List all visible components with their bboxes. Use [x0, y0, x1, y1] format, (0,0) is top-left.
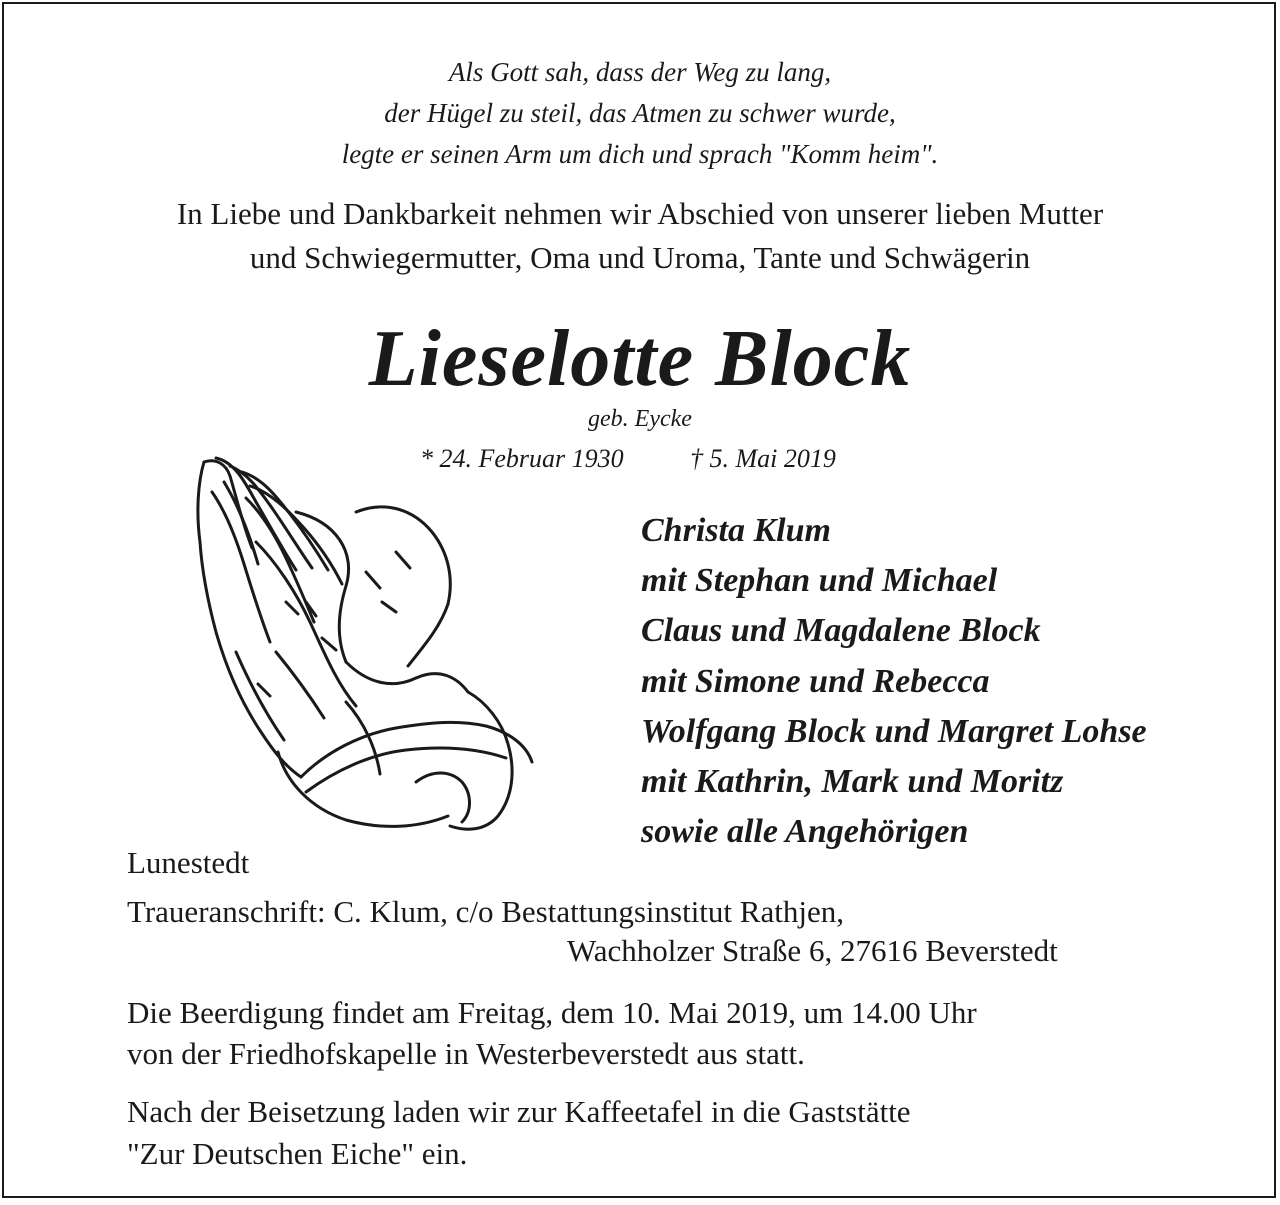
birth-name: geb. Eycke — [588, 406, 692, 432]
mourners-list — [641, 506, 1147, 857]
mourner-line: Claus und Magdalene Block — [641, 612, 1041, 650]
poem-line-2: der Hügel zu steil, das Atmen zu schwer wurde, — [384, 98, 896, 128]
place: Lunestedt — [127, 845, 250, 880]
intro-line-1: In Liebe und Dankbarkeit nehmen wir Abschied von unserer lieben Mutter — [176, 196, 1104, 231]
praying-hands-icon — [186, 452, 536, 832]
intro-line-2: und Schwiegermutter, Oma und Uroma, Tante und Schwägerin — [249, 240, 1031, 275]
mourner-line: Wolfgang Block und Margret Lohse — [641, 712, 1147, 750]
death-date: † 5. Mai 2019 — [690, 444, 836, 473]
reception-line-2: "Zur Deutschen Eiche" ein. — [127, 1136, 468, 1171]
mourner-line: mit Kathrin, Mark und Moritz — [641, 763, 1064, 801]
mourner-line: sowie alle Angehörigen — [641, 813, 969, 851]
address-line-1: Traueranschrift: C. Klum, c/o Bestattungsinstitut Rathjen, — [127, 894, 844, 929]
deceased-name: Lieselotte Block — [368, 315, 912, 403]
poem-line-1: Als Gott sah, dass der Weg zu lang, — [448, 57, 832, 87]
reception-line-1: Nach der Beisetzung laden wir zur Kaffeetafel in die Gaststätte — [127, 1094, 911, 1129]
mourner-line: mit Stephan und Michael — [641, 562, 998, 600]
funeral-line-1: Die Beerdigung findet am Freitag, dem 10. Mai 2019, um 14.00 Uhr — [127, 995, 977, 1030]
mourner-line: Christa Klum — [641, 512, 831, 549]
address-line-2: Wachholzer Straße 6, 27616 Beverstedt — [567, 933, 1058, 968]
mourner-line: mit Simone und Rebecca — [641, 662, 990, 700]
birth-date: * 24. Februar 1930 — [420, 444, 624, 473]
funeral-line-2: von der Friedhofskapelle in Westerbeverstedt aus statt. — [127, 1036, 805, 1071]
poem-line-3: legte er seinen Arm um dich und sprach "Komm heim". — [341, 139, 939, 169]
